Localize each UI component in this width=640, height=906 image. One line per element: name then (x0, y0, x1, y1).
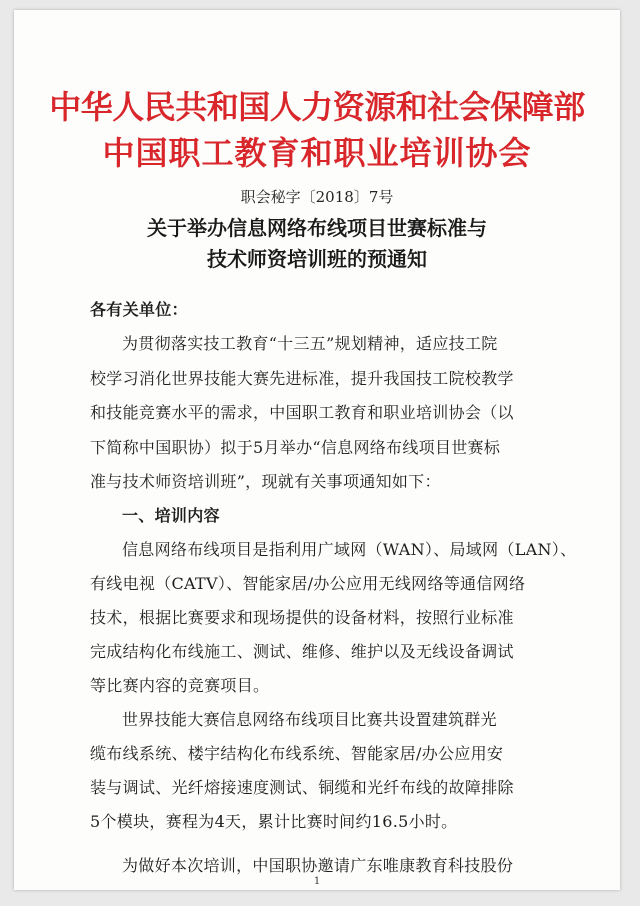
body-line: 下简称中国职协）拟于5月举办“信息网络布线项目世赛标 (90, 438, 501, 457)
page-number: 1 (313, 876, 321, 887)
body-line: 5个模块，赛程为4天，累计比赛时间约16.5小时。 (90, 812, 458, 831)
section-heading: 一、培训内容 (122, 506, 220, 525)
body-line: 准与技术师资培训班”，现就有关事项通知如下： (90, 472, 441, 491)
body-line: 完成结构化布线施工、测试、维修、维护以及无线设备调试 (90, 642, 514, 661)
issuer-ministry: 中华人民共和国人力资源和社会保障部 (49, 88, 585, 126)
document-page (14, 10, 620, 890)
issuer-association: 中国职工教育和职业培训协会 (102, 134, 532, 172)
body-line: 为贯彻落实技工教育“十三五”规划精神，适应技工院 (122, 334, 498, 353)
body-line: 信息网络布线项目是指利用广域网（WAN）、局域网（LAN）、 (122, 540, 577, 559)
document-title-line-2: 技术师资培训班的预通知 (207, 247, 427, 271)
salutation: 各有关单位： (90, 300, 188, 319)
body-line: 和技能竞赛水平的需求，中国职工教育和职业培训协会（以 (90, 403, 514, 422)
body-line: 缆布线系统、楼宇结构化布线系统、智能家居/办公应用安 (90, 744, 504, 763)
document-number: 职会秘字〔2018〕7号 (240, 188, 394, 206)
body-line: 世界技能大赛信息网络布线项目比赛共设置建筑群光 (122, 710, 497, 729)
body-line: 装与调试、光纤熔接速度测试、铜缆和光纤布线的故障排除 (90, 778, 514, 797)
body-line: 技术，根据比赛要求和现场提供的设备材料，按照行业标准 (90, 608, 514, 627)
body-line: 校学习消化世界技能大赛先进标准，提升我国技工院校教学 (90, 369, 514, 388)
body-line: 为做好本次培训，中国职协邀请广东唯康教育科技股份 (122, 856, 514, 875)
document-title-line-1: 关于举办信息网络布线项目世赛标准与 (147, 216, 487, 240)
body-line: 等比赛内容的竞赛项目。 (90, 676, 270, 695)
body-line: 有线电视（CATV）、智能家居/办公应用无线网络等通信网络 (90, 574, 526, 593)
